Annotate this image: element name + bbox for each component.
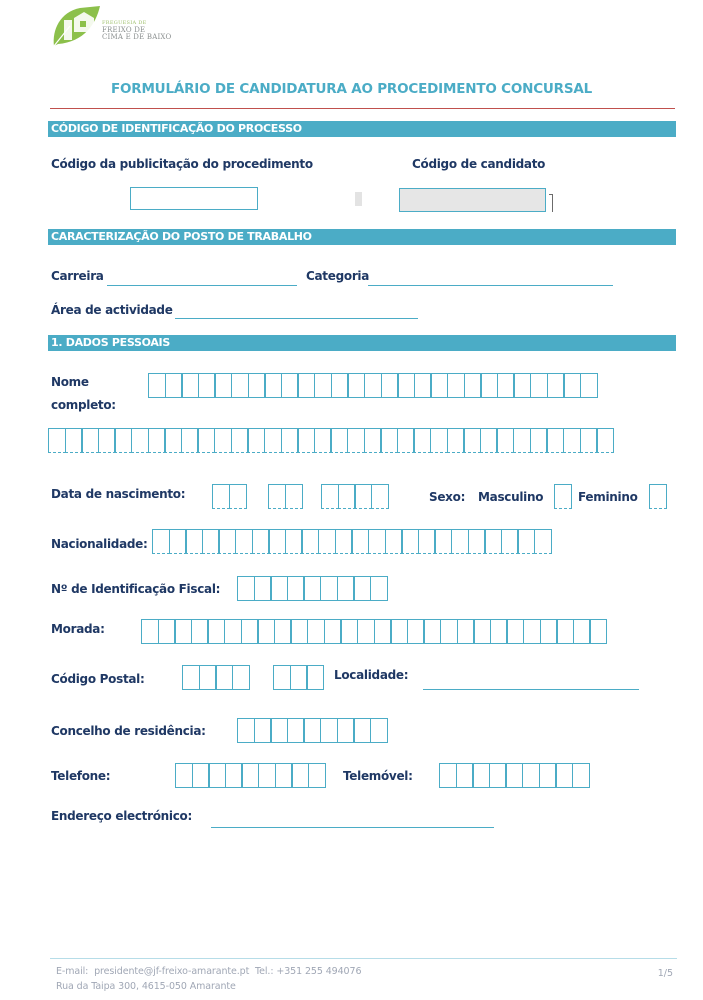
career-input[interactable] <box>107 285 297 286</box>
character-cell[interactable] <box>207 619 225 644</box>
email-label: Endereço electrónico: <box>51 809 192 823</box>
address-label: Morada: <box>51 622 105 636</box>
character-cell[interactable] <box>320 718 338 743</box>
mobile-label: Telemóvel: <box>343 769 413 783</box>
character-cell[interactable] <box>175 763 193 788</box>
character-cell[interactable] <box>497 373 515 398</box>
character-cell[interactable] <box>337 718 355 743</box>
character-cell[interactable] <box>473 619 491 644</box>
parish-logo <box>50 4 180 50</box>
category-label: Categoria <box>306 269 370 283</box>
birth-month-boxes[interactable] <box>268 484 303 509</box>
character-cell[interactable] <box>580 428 598 453</box>
sex-male-checkbox[interactable] <box>554 484 572 509</box>
character-cell[interactable] <box>232 665 250 690</box>
character-cell[interactable] <box>468 529 486 554</box>
character-cell[interactable] <box>165 373 183 398</box>
character-cell[interactable] <box>347 428 365 453</box>
character-cell[interactable] <box>463 428 481 453</box>
sex-option-male-label: Masculino <box>478 490 544 504</box>
character-cell[interactable] <box>580 373 598 398</box>
character-cell[interactable] <box>208 763 226 788</box>
character-cell[interactable] <box>268 529 286 554</box>
character-cell[interactable] <box>197 428 215 453</box>
character-cell[interactable] <box>513 428 531 453</box>
character-cell[interactable] <box>501 529 519 554</box>
character-cell[interactable] <box>48 428 66 453</box>
category-input[interactable] <box>368 285 613 286</box>
character-cell[interactable] <box>254 576 272 601</box>
character-cell[interactable] <box>563 373 581 398</box>
character-cell[interactable] <box>274 619 292 644</box>
character-cell[interactable] <box>270 576 288 601</box>
birth-year-boxes[interactable] <box>321 484 389 509</box>
character-cell[interactable] <box>225 763 243 788</box>
character-cell[interactable] <box>287 718 305 743</box>
character-cell[interactable] <box>337 576 355 601</box>
character-cell[interactable] <box>258 763 276 788</box>
character-cell[interactable] <box>229 484 247 509</box>
character-cell[interactable] <box>513 373 531 398</box>
character-cell[interactable] <box>430 428 448 453</box>
character-cell[interactable] <box>464 373 482 398</box>
character-cell[interactable] <box>530 373 548 398</box>
character-cell[interactable] <box>241 763 259 788</box>
character-cell[interactable] <box>480 428 498 453</box>
character-cell[interactable] <box>414 373 432 398</box>
character-cell[interactable] <box>413 428 431 453</box>
character-cell[interactable] <box>224 619 242 644</box>
character-cell[interactable] <box>248 373 266 398</box>
section-heading-process-id: CÓDIGO DE IDENTIFICAÇÃO DO PROCESSO <box>48 121 676 137</box>
logo-line-3: CIMA E DE BAIXO <box>102 33 172 41</box>
postal-code-boxes-2[interactable] <box>273 665 324 690</box>
character-cell[interactable] <box>273 665 291 690</box>
full-name-boxes-row2[interactable] <box>48 428 614 453</box>
character-cell[interactable] <box>447 373 465 398</box>
character-cell[interactable] <box>169 529 187 554</box>
character-cell[interactable] <box>237 576 255 601</box>
character-cell[interactable] <box>589 619 607 644</box>
full-name-label-line2: completo: <box>51 398 116 412</box>
character-cell[interactable] <box>181 428 199 453</box>
character-cell[interactable] <box>554 484 572 509</box>
character-cell[interactable] <box>281 373 299 398</box>
character-cell[interactable] <box>563 428 581 453</box>
postal-code-label: Código Postal: <box>51 672 145 686</box>
character-cell[interactable] <box>114 428 132 453</box>
character-cell[interactable] <box>231 428 249 453</box>
character-cell[interactable] <box>447 428 465 453</box>
activity-area-input[interactable] <box>175 318 418 319</box>
character-cell[interactable] <box>320 576 338 601</box>
character-cell[interactable] <box>434 529 452 554</box>
title-divider <box>50 108 675 109</box>
character-cell[interactable] <box>596 428 614 453</box>
section-heading-personal-data: 1. DADOS PESSOAIS <box>48 335 676 351</box>
locality-input[interactable] <box>423 689 639 690</box>
character-cell[interactable] <box>81 428 99 453</box>
character-cell[interactable] <box>331 373 349 398</box>
nationality-label: Nacionalidade: <box>51 537 148 551</box>
character-cell[interactable] <box>164 428 182 453</box>
character-cell[interactable] <box>98 428 116 453</box>
character-cell[interactable] <box>380 428 398 453</box>
character-cell[interactable] <box>174 619 192 644</box>
nif-label: Nº de Identificação Fiscal: <box>51 582 221 596</box>
character-cell[interactable] <box>496 428 514 453</box>
address-boxes[interactable] <box>141 619 607 644</box>
sex-female-checkbox[interactable] <box>649 484 667 509</box>
character-cell[interactable] <box>257 619 275 644</box>
character-cell[interactable] <box>353 718 371 743</box>
character-cell[interactable] <box>212 484 230 509</box>
logo-line-2: FREIXO DE <box>102 26 146 34</box>
character-cell[interactable] <box>353 576 371 601</box>
character-cell[interactable] <box>573 619 591 644</box>
character-cell[interactable] <box>555 763 573 788</box>
character-cell[interactable] <box>252 529 270 554</box>
footer-address: Rua da Taipa 300, 4615-050 Amarante <box>56 981 236 992</box>
character-cell[interactable] <box>484 529 502 554</box>
character-cell[interactable] <box>198 373 216 398</box>
character-cell[interactable] <box>439 763 457 788</box>
character-cell[interactable] <box>407 619 425 644</box>
character-cell[interactable] <box>374 619 392 644</box>
character-cell[interactable] <box>290 619 308 644</box>
character-cell[interactable] <box>314 373 332 398</box>
character-cell[interactable] <box>490 619 508 644</box>
publication-code-label: Código da publicitação do procedimento <box>51 157 313 171</box>
character-cell[interactable] <box>517 529 535 554</box>
publication-code-input[interactable] <box>130 187 258 210</box>
character-cell[interactable] <box>152 529 170 554</box>
locality-label: Localidade: <box>334 668 409 682</box>
character-cell[interactable] <box>215 665 233 690</box>
character-cell[interactable] <box>480 373 498 398</box>
character-cell[interactable] <box>385 529 403 554</box>
character-cell[interactable] <box>318 529 336 554</box>
character-cell[interactable] <box>397 373 415 398</box>
character-cell[interactable] <box>523 619 541 644</box>
character-cell[interactable] <box>472 763 490 788</box>
character-cell[interactable] <box>506 619 524 644</box>
character-cell[interactable] <box>131 428 149 453</box>
character-cell[interactable] <box>297 428 315 453</box>
character-cell[interactable] <box>285 484 303 509</box>
character-cell[interactable] <box>440 619 458 644</box>
municipality-boxes[interactable] <box>237 718 388 743</box>
candidate-code-input[interactable] <box>399 188 546 212</box>
character-cell[interactable] <box>364 428 382 453</box>
character-cell[interactable] <box>141 619 159 644</box>
character-cell[interactable] <box>218 529 236 554</box>
character-cell[interactable] <box>314 428 332 453</box>
character-cell[interactable] <box>148 373 166 398</box>
character-cell[interactable] <box>347 373 365 398</box>
mobile-boxes[interactable] <box>439 763 590 788</box>
candidate-code-label: Código de candidato <box>412 157 546 171</box>
character-cell[interactable] <box>303 576 321 601</box>
sex-label: Sexo: <box>429 490 466 504</box>
logo-line-1: FREGUESIA DE <box>102 20 147 26</box>
character-cell[interactable] <box>539 763 557 788</box>
character-cell[interactable] <box>185 529 203 554</box>
character-cell[interactable] <box>254 718 272 743</box>
character-cell[interactable] <box>264 373 282 398</box>
character-cell[interactable] <box>371 484 389 509</box>
email-input[interactable] <box>211 827 494 828</box>
character-cell[interactable] <box>268 484 286 509</box>
municipality-label: Concelho de residência: <box>51 724 206 738</box>
page-number: 1/5 <box>657 968 673 979</box>
phone-boxes[interactable] <box>175 763 326 788</box>
full-name-boxes-row1[interactable] <box>148 373 598 398</box>
character-cell[interactable] <box>306 665 324 690</box>
character-cell[interactable] <box>231 373 249 398</box>
character-cell[interactable] <box>241 619 259 644</box>
character-cell[interactable] <box>148 428 166 453</box>
birth-day-boxes[interactable] <box>212 484 247 509</box>
character-cell[interactable] <box>330 428 348 453</box>
character-cell[interactable] <box>457 619 475 644</box>
form-title: FORMULÁRIO DE CANDIDATURA AO PROCEDIMENTO CONCURSAL <box>110 81 593 97</box>
character-cell[interactable] <box>370 718 388 743</box>
character-cell[interactable] <box>65 428 83 453</box>
character-cell[interactable] <box>199 665 217 690</box>
character-cell[interactable] <box>381 373 399 398</box>
bracket-mark-icon <box>549 194 553 212</box>
character-cell[interactable] <box>303 718 321 743</box>
character-cell[interactable] <box>247 428 265 453</box>
footer-contact <box>56 964 361 994</box>
character-cell[interactable] <box>297 373 315 398</box>
leaf-house-logo-icon <box>50 4 102 48</box>
character-cell[interactable] <box>489 763 507 788</box>
character-cell[interactable] <box>505 763 523 788</box>
character-cell[interactable] <box>285 529 303 554</box>
character-cell[interactable] <box>338 484 356 509</box>
character-cell[interactable] <box>235 529 253 554</box>
character-cell[interactable] <box>281 428 299 453</box>
character-cell[interactable] <box>547 373 565 398</box>
character-cell[interactable] <box>357 619 375 644</box>
character-cell[interactable] <box>401 529 419 554</box>
character-cell[interactable] <box>214 428 232 453</box>
career-label: Carreira <box>51 269 104 283</box>
character-cell[interactable] <box>158 619 176 644</box>
character-cell[interactable] <box>321 484 339 509</box>
character-cell[interactable] <box>418 529 436 554</box>
footer-email-phone: E-mail: presidente@jf-freixo-amarante.pt Tel.: +351 255 494076 <box>56 966 362 977</box>
character-cell[interactable] <box>368 529 386 554</box>
character-cell[interactable] <box>307 619 325 644</box>
character-cell[interactable] <box>370 576 388 601</box>
character-cell[interactable] <box>649 484 667 509</box>
activity-area-label: Área de actividade <box>51 303 173 317</box>
character-cell[interactable] <box>546 428 564 453</box>
nationality-boxes[interactable] <box>152 529 552 554</box>
birth-date-label: Data de nascimento: <box>51 487 186 501</box>
character-cell[interactable] <box>237 718 255 743</box>
character-cell[interactable] <box>202 529 220 554</box>
character-cell[interactable] <box>275 763 293 788</box>
sex-option-female-label: Feminino <box>578 490 638 504</box>
character-cell[interactable] <box>270 718 288 743</box>
character-cell[interactable] <box>572 763 590 788</box>
character-cell[interactable] <box>351 529 369 554</box>
character-cell[interactable] <box>540 619 558 644</box>
character-cell[interactable] <box>390 619 408 644</box>
section-heading-job: CARACTERIZAÇÃO DO POSTO DE TRABALHO <box>48 229 676 245</box>
character-cell[interactable] <box>354 484 372 509</box>
character-cell[interactable] <box>423 619 441 644</box>
character-cell[interactable] <box>290 665 308 690</box>
phone-label: Telefone: <box>51 769 111 783</box>
character-cell[interactable] <box>192 763 210 788</box>
character-cell[interactable] <box>556 619 574 644</box>
character-cell[interactable] <box>181 373 199 398</box>
character-cell[interactable] <box>191 619 209 644</box>
character-cell[interactable] <box>214 373 232 398</box>
character-cell[interactable] <box>530 428 548 453</box>
character-cell[interactable] <box>397 428 415 453</box>
character-cell[interactable] <box>522 763 540 788</box>
postal-code-boxes-1[interactable] <box>182 665 250 690</box>
character-cell[interactable] <box>264 428 282 453</box>
character-cell[interactable] <box>301 529 319 554</box>
character-cell[interactable] <box>364 373 382 398</box>
character-cell[interactable] <box>456 763 474 788</box>
character-cell[interactable] <box>340 619 358 644</box>
character-cell[interactable] <box>335 529 353 554</box>
nif-boxes[interactable] <box>237 576 388 601</box>
footer-divider <box>50 958 677 959</box>
character-cell[interactable] <box>291 763 309 788</box>
character-cell[interactable] <box>308 763 326 788</box>
character-cell[interactable] <box>430 373 448 398</box>
full-name-label-line1: Nome <box>51 375 89 389</box>
redacted-mark <box>355 192 362 206</box>
character-cell[interactable] <box>182 665 200 690</box>
character-cell[interactable] <box>534 529 552 554</box>
character-cell[interactable] <box>287 576 305 601</box>
character-cell[interactable] <box>451 529 469 554</box>
character-cell[interactable] <box>324 619 342 644</box>
